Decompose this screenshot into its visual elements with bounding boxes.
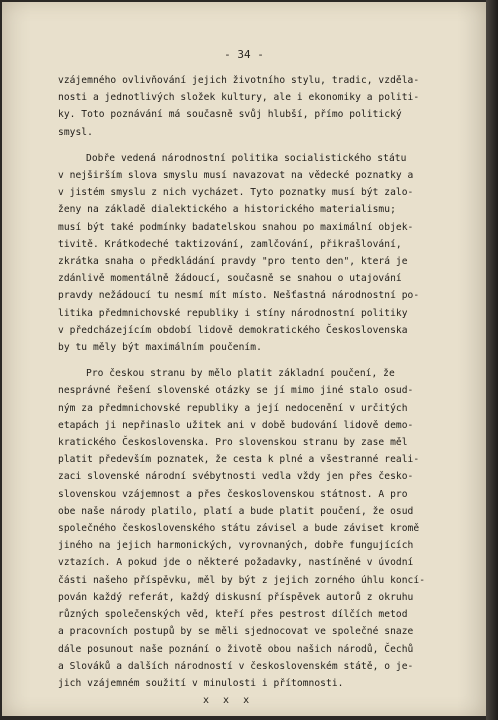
section-separator: x x x <box>203 695 254 707</box>
document-page <box>2 2 486 716</box>
text-line: litika předmnichovské republiky i stíny národnostní politiky <box>58 307 408 319</box>
text-line: jich vzájemném soužití v minulosti i přítomnosti. <box>58 677 344 689</box>
text-line: a pracovních postupů by se měli sjednocovat ve společné snaze <box>58 626 414 638</box>
page-number: - 34 - <box>224 48 264 61</box>
text-line: by tu měly být maximálním poučením. <box>58 342 262 354</box>
text-line: nosti a jednotlivých složek kultury, ale i ekonomiky a politi- <box>58 92 420 104</box>
text-line: platit především poznatek, že cesta k plné a všestranné reali- <box>58 454 420 466</box>
text-line: dále posunout naše poznání o životě obou našich národů, Čechů <box>58 643 414 655</box>
text-line: pravdy nežádoucí tu nesmí mít místo. Nešťastná národnostní po- <box>58 290 420 302</box>
text-line: a Slováků a dalších národností v československém státě, o je- <box>58 660 414 672</box>
paragraph-2 <box>58 150 430 356</box>
text-line: společného československého státu závisel a bude záviset kromě <box>58 523 420 535</box>
text-line: v nejširším slova smyslu musí navazovat na vědecké poznatky a <box>58 170 414 182</box>
text-line: zkrátka snaha o předkládání pravdy "pro tento den", která je <box>58 256 408 268</box>
body-text <box>58 72 430 709</box>
text-line: kratického Československa. Pro slovenskou stranu by zase měl <box>58 437 408 449</box>
text-line: ky. Toto poznávání má současně svůj hlubší, přímo politický <box>58 109 402 121</box>
text-line: slovenskou vzájemnost a přes československou státnost. A pro <box>58 488 408 500</box>
book-binding-edge <box>486 0 498 720</box>
text-line: smysl. <box>58 126 93 138</box>
text-line: v jistém smyslu z nich vycházet. Tyto poznatky musí být zalo- <box>58 187 414 199</box>
text-line: Dobře vedená národnostní politika socialistického státu <box>86 152 407 164</box>
text-line: ným za předmnichovské republiky a její nedocenění v určitých <box>58 402 408 414</box>
paragraph-gap <box>58 141 430 150</box>
text-line: obe naše národy platilo, platí a bude platit poučení, že osud <box>58 505 414 517</box>
text-line: nesprávné řešení slovenské otázky se jí mimo jiné stalo osud- <box>58 385 414 397</box>
text-line: části našeho příspěvku, měl by být z jejich zorného úhlu koncí- <box>58 574 426 586</box>
text-line: vztazích. A pokud jde o některé požadavky, nastíněné v úvodní <box>58 557 414 569</box>
paragraph-3 <box>58 365 430 692</box>
text-line: různých společenských věd, kteří přes pestrost dílčích metod <box>58 609 408 621</box>
text-line: vzájemného ovlivňování jejich životního stylu, tradic, vzděla- <box>58 75 420 86</box>
text-line: Pro českou stranu by mělo platit základní poučení, že <box>86 368 395 380</box>
text-line: jiného na jejich harmonických, vyrovnaných, dobře fungujících <box>58 540 414 552</box>
text-line: etapách ji nepřinaslo užitek ani v době budování lidově demo- <box>58 419 414 431</box>
text-line: musí být také podmínky badatelskou snahou po maximální objek- <box>58 221 414 233</box>
paragraph-1 <box>58 72 430 141</box>
text-line: v předcházejícím období lidově demokratického Československa <box>58 324 408 336</box>
paragraph-gap <box>58 356 430 365</box>
text-line: tivitě. Krátkodeché taktizování, zamlčování, přikrašlování, <box>58 238 402 250</box>
text-line: zdánlivě momentálně žádoucí, současně se snahou o utajování <box>58 273 402 285</box>
text-line: ženy na základě dialektického a historického materialismu; <box>58 204 396 216</box>
text-line: pován každý referát, každý diskusní příspěvek autorů z okruhu <box>58 591 414 603</box>
text-line: zaci slovenské národní svébytnosti vedla vždy jen přes česko- <box>58 471 414 483</box>
